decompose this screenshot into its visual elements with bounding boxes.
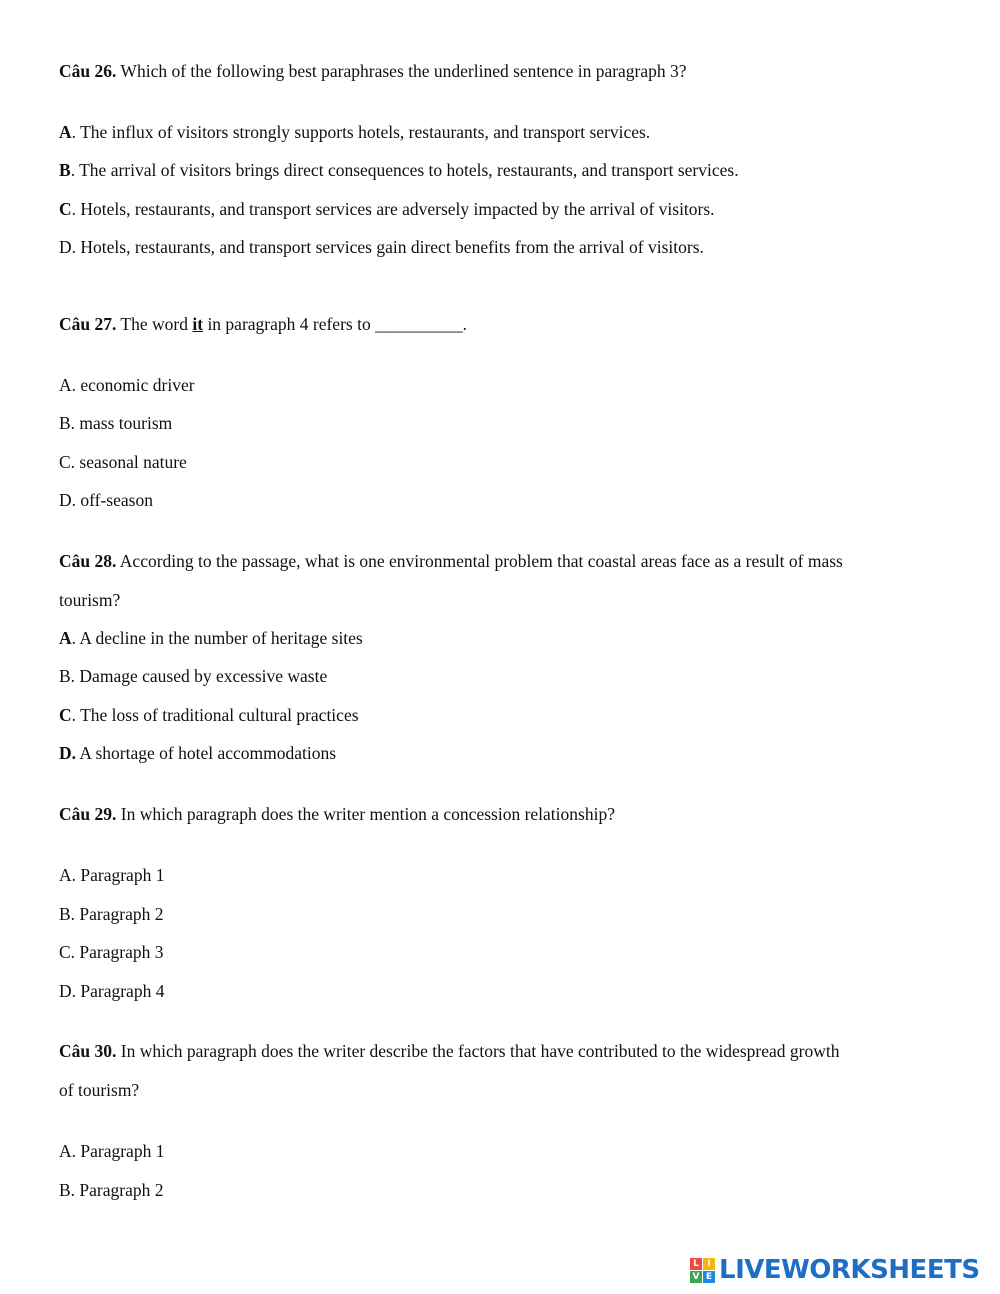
question-number: Câu 29. bbox=[59, 804, 117, 824]
question-text: Which of the following best paraphrases the underlined sentence in paragraph 3? bbox=[116, 61, 687, 81]
q29-option-c[interactable]: C. Paragraph 3 bbox=[59, 942, 164, 962]
logo-text: LIVEWORKSHEETS bbox=[719, 1255, 980, 1285]
q28-option-b[interactable] bbox=[59, 665, 327, 687]
question-29-stem bbox=[59, 803, 615, 825]
q27-option-a[interactable]: A. economic driver bbox=[59, 375, 195, 395]
q27-option-c[interactable]: C. seasonal nature bbox=[59, 452, 187, 472]
question-text: According to the passage, what is one environmental problem that coastal areas face as a result of mass bbox=[116, 551, 843, 571]
question-27-stem bbox=[59, 313, 467, 335]
q29-option-b[interactable]: B. Paragraph 2 bbox=[59, 904, 164, 924]
option-text: . The arrival of visitors brings direct consequences to hotels, restaurants, and transport services. bbox=[70, 160, 739, 180]
q27-option-b[interactable]: B. mass tourism bbox=[59, 413, 173, 433]
question-number: Câu 26. bbox=[59, 61, 117, 81]
q30-option-a[interactable]: A. Paragraph 1 bbox=[59, 1141, 165, 1161]
question-text: in paragraph 4 refers to __________. bbox=[203, 314, 467, 334]
logo-mark-letter: L bbox=[690, 1258, 702, 1270]
option-text: B. Damage caused by excessive waste bbox=[59, 666, 328, 686]
option-letter: C bbox=[59, 705, 72, 725]
option-letter: A bbox=[59, 122, 72, 142]
q28-option-a[interactable] bbox=[59, 627, 363, 649]
q29-option-a[interactable]: A. Paragraph 1 bbox=[59, 865, 165, 885]
question-26-stem bbox=[59, 60, 687, 82]
option-text: . Hotels, restaurants, and transport services are adversely impacted by the arrival of visitors. bbox=[71, 199, 715, 219]
question-text: In which paragraph does the writer mention a concession relationship? bbox=[116, 804, 615, 824]
question-number: Câu 30. bbox=[59, 1041, 117, 1061]
liveworksheets-logo bbox=[690, 1252, 980, 1288]
option-text: D. Hotels, restaurants, and transport services gain direct benefits from the arrival of visitors. bbox=[59, 237, 704, 257]
option-text: A shortage of hotel accommodations bbox=[76, 743, 337, 763]
question-number: Câu 27. bbox=[59, 314, 117, 334]
q30-option-b[interactable]: B. Paragraph 2 bbox=[59, 1180, 164, 1200]
question-text: In which paragraph does the writer describe the factors that have contributed to the widespread growth bbox=[116, 1041, 840, 1061]
q29-option-d[interactable]: D. Paragraph 4 bbox=[59, 981, 165, 1001]
q26-option-b[interactable] bbox=[59, 159, 739, 181]
q26-option-d[interactable] bbox=[59, 236, 704, 258]
option-text: . A decline in the number of heritage sites bbox=[71, 628, 363, 648]
logo-mark-letter: I bbox=[703, 1258, 715, 1270]
question-28-stem-continued: tourism? bbox=[59, 590, 121, 610]
question-30-stem bbox=[59, 1040, 839, 1062]
option-text: . The loss of traditional cultural practices bbox=[71, 705, 359, 725]
logo-mark-letter: E bbox=[703, 1271, 715, 1283]
option-letter: A bbox=[59, 628, 72, 648]
q27-option-d[interactable]: D. off-season bbox=[59, 490, 153, 510]
q26-option-c[interactable] bbox=[59, 198, 715, 220]
question-28-stem bbox=[59, 550, 843, 572]
logo-mark-letter: V bbox=[690, 1271, 702, 1283]
question-text: The word bbox=[116, 314, 193, 334]
q28-option-d[interactable] bbox=[59, 742, 336, 764]
q26-option-a[interactable] bbox=[59, 121, 650, 143]
question-30-stem-continued: of tourism? bbox=[59, 1080, 140, 1100]
question-number: Câu 28. bbox=[59, 551, 117, 571]
option-text: . The influx of visitors strongly supports hotels, restaurants, and transport services. bbox=[71, 122, 651, 142]
underlined-word: it bbox=[192, 314, 204, 334]
logo-mark-icon bbox=[690, 1258, 715, 1283]
q28-option-c[interactable] bbox=[59, 704, 359, 726]
option-letter: D. bbox=[59, 743, 77, 763]
option-letter: B bbox=[59, 160, 71, 180]
option-letter: C bbox=[59, 199, 72, 219]
